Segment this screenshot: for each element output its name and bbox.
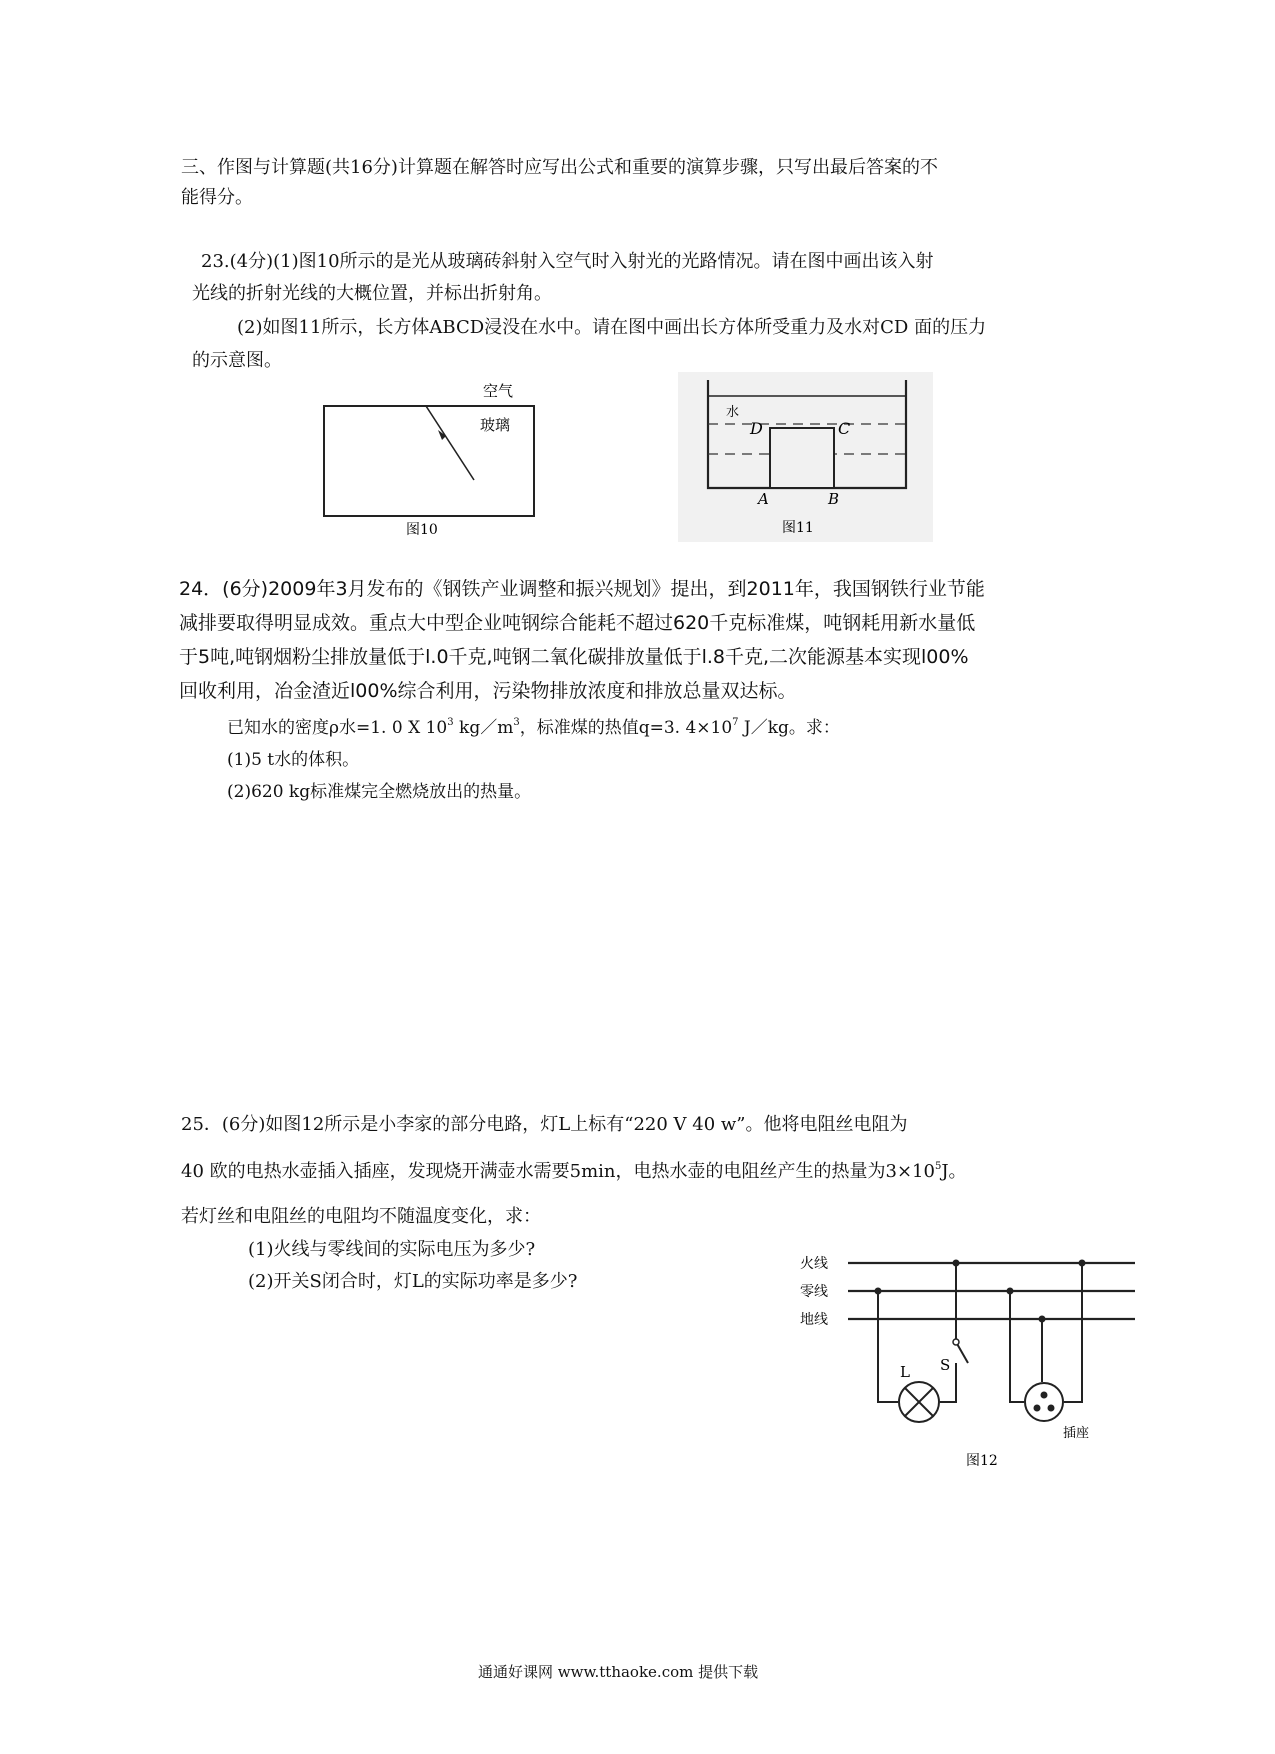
label-neutral: 零线 [800,1284,828,1300]
q23-line4: 的示意图。 [192,350,282,371]
q24-known-values: 已知水的密度ρ水=1. 0 X $10^3$ $kg/m^3$，标准煤的热值q=3. $4\times 10^7$ J／kg。求： [227,717,840,738]
q24-sub2: (2)620 kg标准煤完全燃烧放出的热量。 [227,782,532,802]
label-ground: 地线 [800,1312,828,1328]
figure-10-caption: 图10 [406,522,438,538]
q24-line1: 24．(6分)2009年3月发布的《钢铁产业调整和振兴规划》提出，到2011年，我国钢铁行业节能 [179,578,985,600]
socket [1025,1383,1063,1421]
q24-line4: 回收利用，冶金渣近l00%综合利用，污染物排放浓度和排放总量双达标。 [179,680,797,702]
label-B: B [828,490,840,508]
label-L: L [900,1363,910,1381]
q24-line2: 减排要取得明显成效。重点大中型企业吨钢综合能耗不超过620千克标准煤，吨钢耗用新水量低 [179,612,976,634]
q23-line2: 光线的折射光线的大概位置，并标出折射角。 [192,283,552,304]
q23-line3: (2)如图11所示，长方体ABCD浸没在水中。请在图中画出长方体所受重力及水对CD 面的压力 [237,317,987,338]
label-water: 水 [726,405,740,420]
q25-sub2: (2)开关S闭合时，灯L的实际功率是多少? [248,1271,578,1292]
label-D: D [750,419,763,438]
label-glass: 玻璃 [480,416,511,434]
figure-11-caption: 图11 [782,520,814,536]
q25-line2: 40 欧的电热水壶插入插座，发现烧开满壶水需要5min，电热水壶的电阻丝产生的热量为$3\times 10^5J$。 [181,1161,967,1182]
label-S: S [940,1356,951,1374]
q25-line3: 若灯丝和电阻丝的电阻均不随温度变化，求： [181,1206,541,1227]
section-heading-line1: 三、作图与计算题(共16分)计算题在解答时应写出公式和重要的演算步骤，只写出最后答案的不 [181,157,938,178]
figure-11 [678,372,933,542]
incident-ray [426,406,474,480]
label-A: A [758,490,769,508]
section-heading-line2: 能得分。 [181,187,253,208]
figure-12-caption: 图12 [966,1453,998,1469]
label-socket: 插座 [1063,1426,1090,1441]
q25-line1: 25．(6分)如图12所示是小李家的部分电路，灯L上标有“220 V 40 w”。他将电阻丝电阻为 [181,1114,908,1135]
label-air: 空气 [483,382,514,400]
figure-10 [318,370,558,540]
label-C: C [838,419,851,438]
figure-12 [800,1245,1140,1485]
q24-line3: 于5吨,吨钢烟粉尘排放量低于l.0千克,吨钢二氧化碳排放量低于l.8千克,二次能源基本实现l00% [179,646,969,668]
q24-sub1: (1)5 t水的体积。 [227,750,360,770]
footer-text: 通通好课网 www.tthaoke.com 提供下载 [478,1663,759,1681]
label-live: 火线 [800,1256,828,1272]
q23-line1: 23.(4分)(1)图10所示的是光从玻璃砖斜射入空气时入射光的光路情况。请在图中画出该入射 [201,251,934,272]
q25-sub1: (1)火线与零线间的实际电压为多少? [248,1239,536,1260]
